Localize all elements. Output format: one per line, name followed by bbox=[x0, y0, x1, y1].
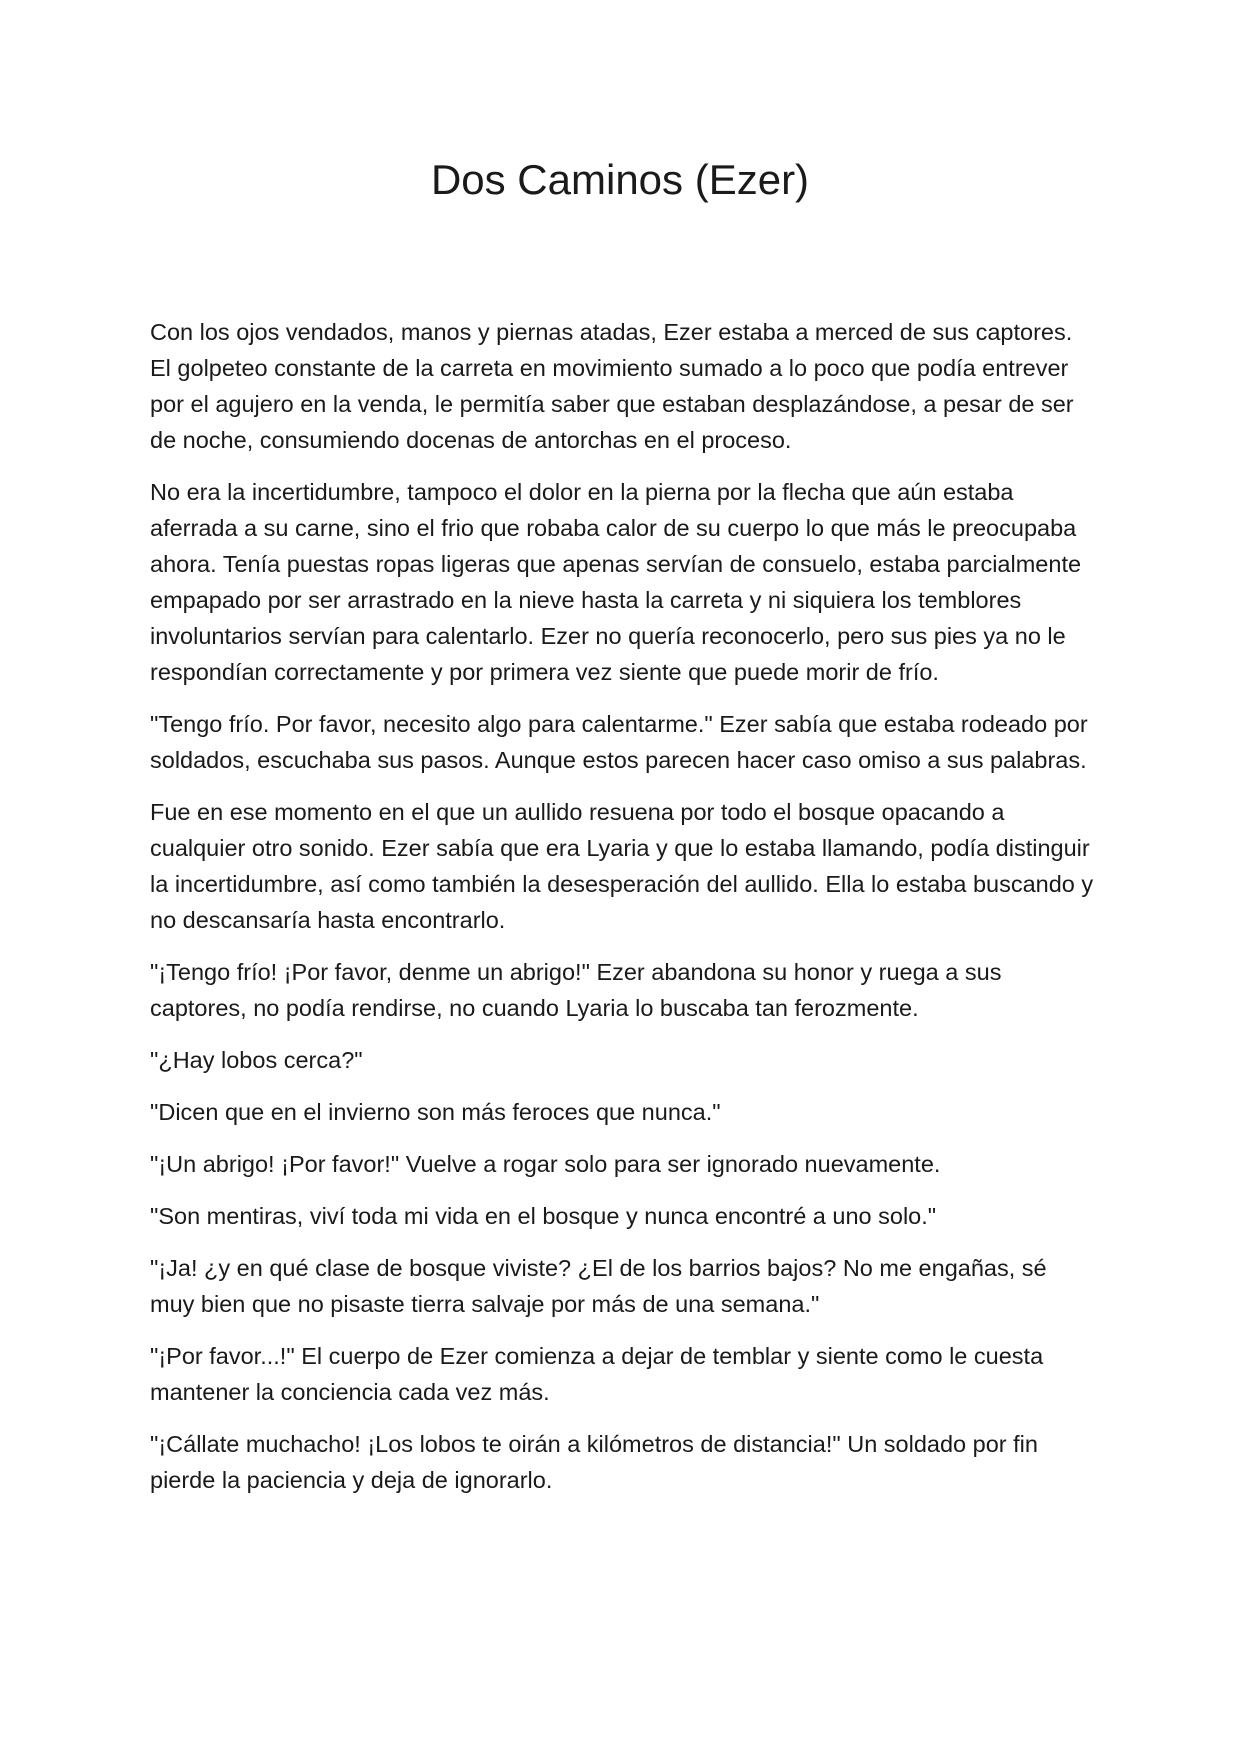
paragraph-8: "¡Un abrigo! ¡Por favor!" Vuelve a rogar solo para ser ignorado nuevamente. bbox=[150, 1151, 941, 1177]
paragraph-2: No era la incertidumbre, tampoco el dolor en la pierna por la flecha que aún estaba aferrada a su carne, sino el frio que robaba calor de su cuerpo lo que más le preocupaba ahora. Tenía puestas ropas ligeras que apenas servían de consuelo, estaba parcialmente empapado por ser arrastrado en la nieve hasta la carreta y ni siquiera los temblores involuntarios servían para calentarlo. Ezer no quería reconocerlo, pero sus pies ya no le respondían correctamente y por primera vez siente que puede morir de frío. bbox=[150, 479, 1082, 685]
paragraph-1: Con los ojos vendados, manos y piernas atadas, Ezer estaba a merced de sus captores. El golpeteo constante de la carreta en movimiento sumado a lo poco que podía entrever por el agujero en la venda, le permitía saber que estaban desplazándose, a pesar de ser de noche, consumiendo docenas de antorchas en el proceso. bbox=[150, 319, 1074, 453]
paragraph-11: "¡Por favor...!" El cuerpo de Ezer comienza a dejar de temblar y siente como le cuesta mantener la conciencia cada vez más. bbox=[150, 1343, 1044, 1405]
paragraph-3: "Tengo frío. Por favor, necesito algo para calentarme." Ezer sabía que estaba rodeado por soldados, escuchaba sus pasos. Aunque estos parecen hacer caso omiso a sus palabras. bbox=[150, 711, 1088, 773]
paragraph-7: "Dicen que en el invierno son más feroces que nunca." bbox=[150, 1099, 721, 1125]
document-title: Dos Caminos (Ezer) bbox=[430, 156, 810, 203]
paragraph-5: "¡Tengo frío! ¡Por favor, denme un abrigo!" Ezer abandona su honor y ruega a sus captores, no podía rendirse, no cuando Lyaria lo buscaba tan ferozmente. bbox=[150, 959, 1002, 1021]
paragraph-4: Fue en ese momento en el que un aullido resuena por todo el bosque opacando a cualquier otro sonido. Ezer sabía que era Lyaria y que lo estaba llamando, podía distinguir la incertidumbre, así como también la desesperación del aullido. Ella lo estaba buscando y no descansaría hasta encontrarlo. bbox=[150, 799, 1094, 933]
paragraph-9: "Son mentiras, viví toda mi vida en el bosque y nunca encontré a uno solo." bbox=[150, 1203, 937, 1229]
paragraph-12: "¡Cállate muchacho! ¡Los lobos te oirán a kilómetros de distancia!" Un soldado por fin pierde la paciencia y deja de ignorarlo. bbox=[150, 1431, 1038, 1493]
document-body bbox=[150, 314, 1096, 1514]
paragraph-6: "¿Hay lobos cerca?" bbox=[150, 1047, 363, 1073]
paragraph-10: "¡Ja! ¿y en qué clase de bosque viviste? ¿El de los barrios bajos? No me engañas, sé muy bien que no pisaste tierra salvaje por más de una semana." bbox=[150, 1255, 1047, 1317]
